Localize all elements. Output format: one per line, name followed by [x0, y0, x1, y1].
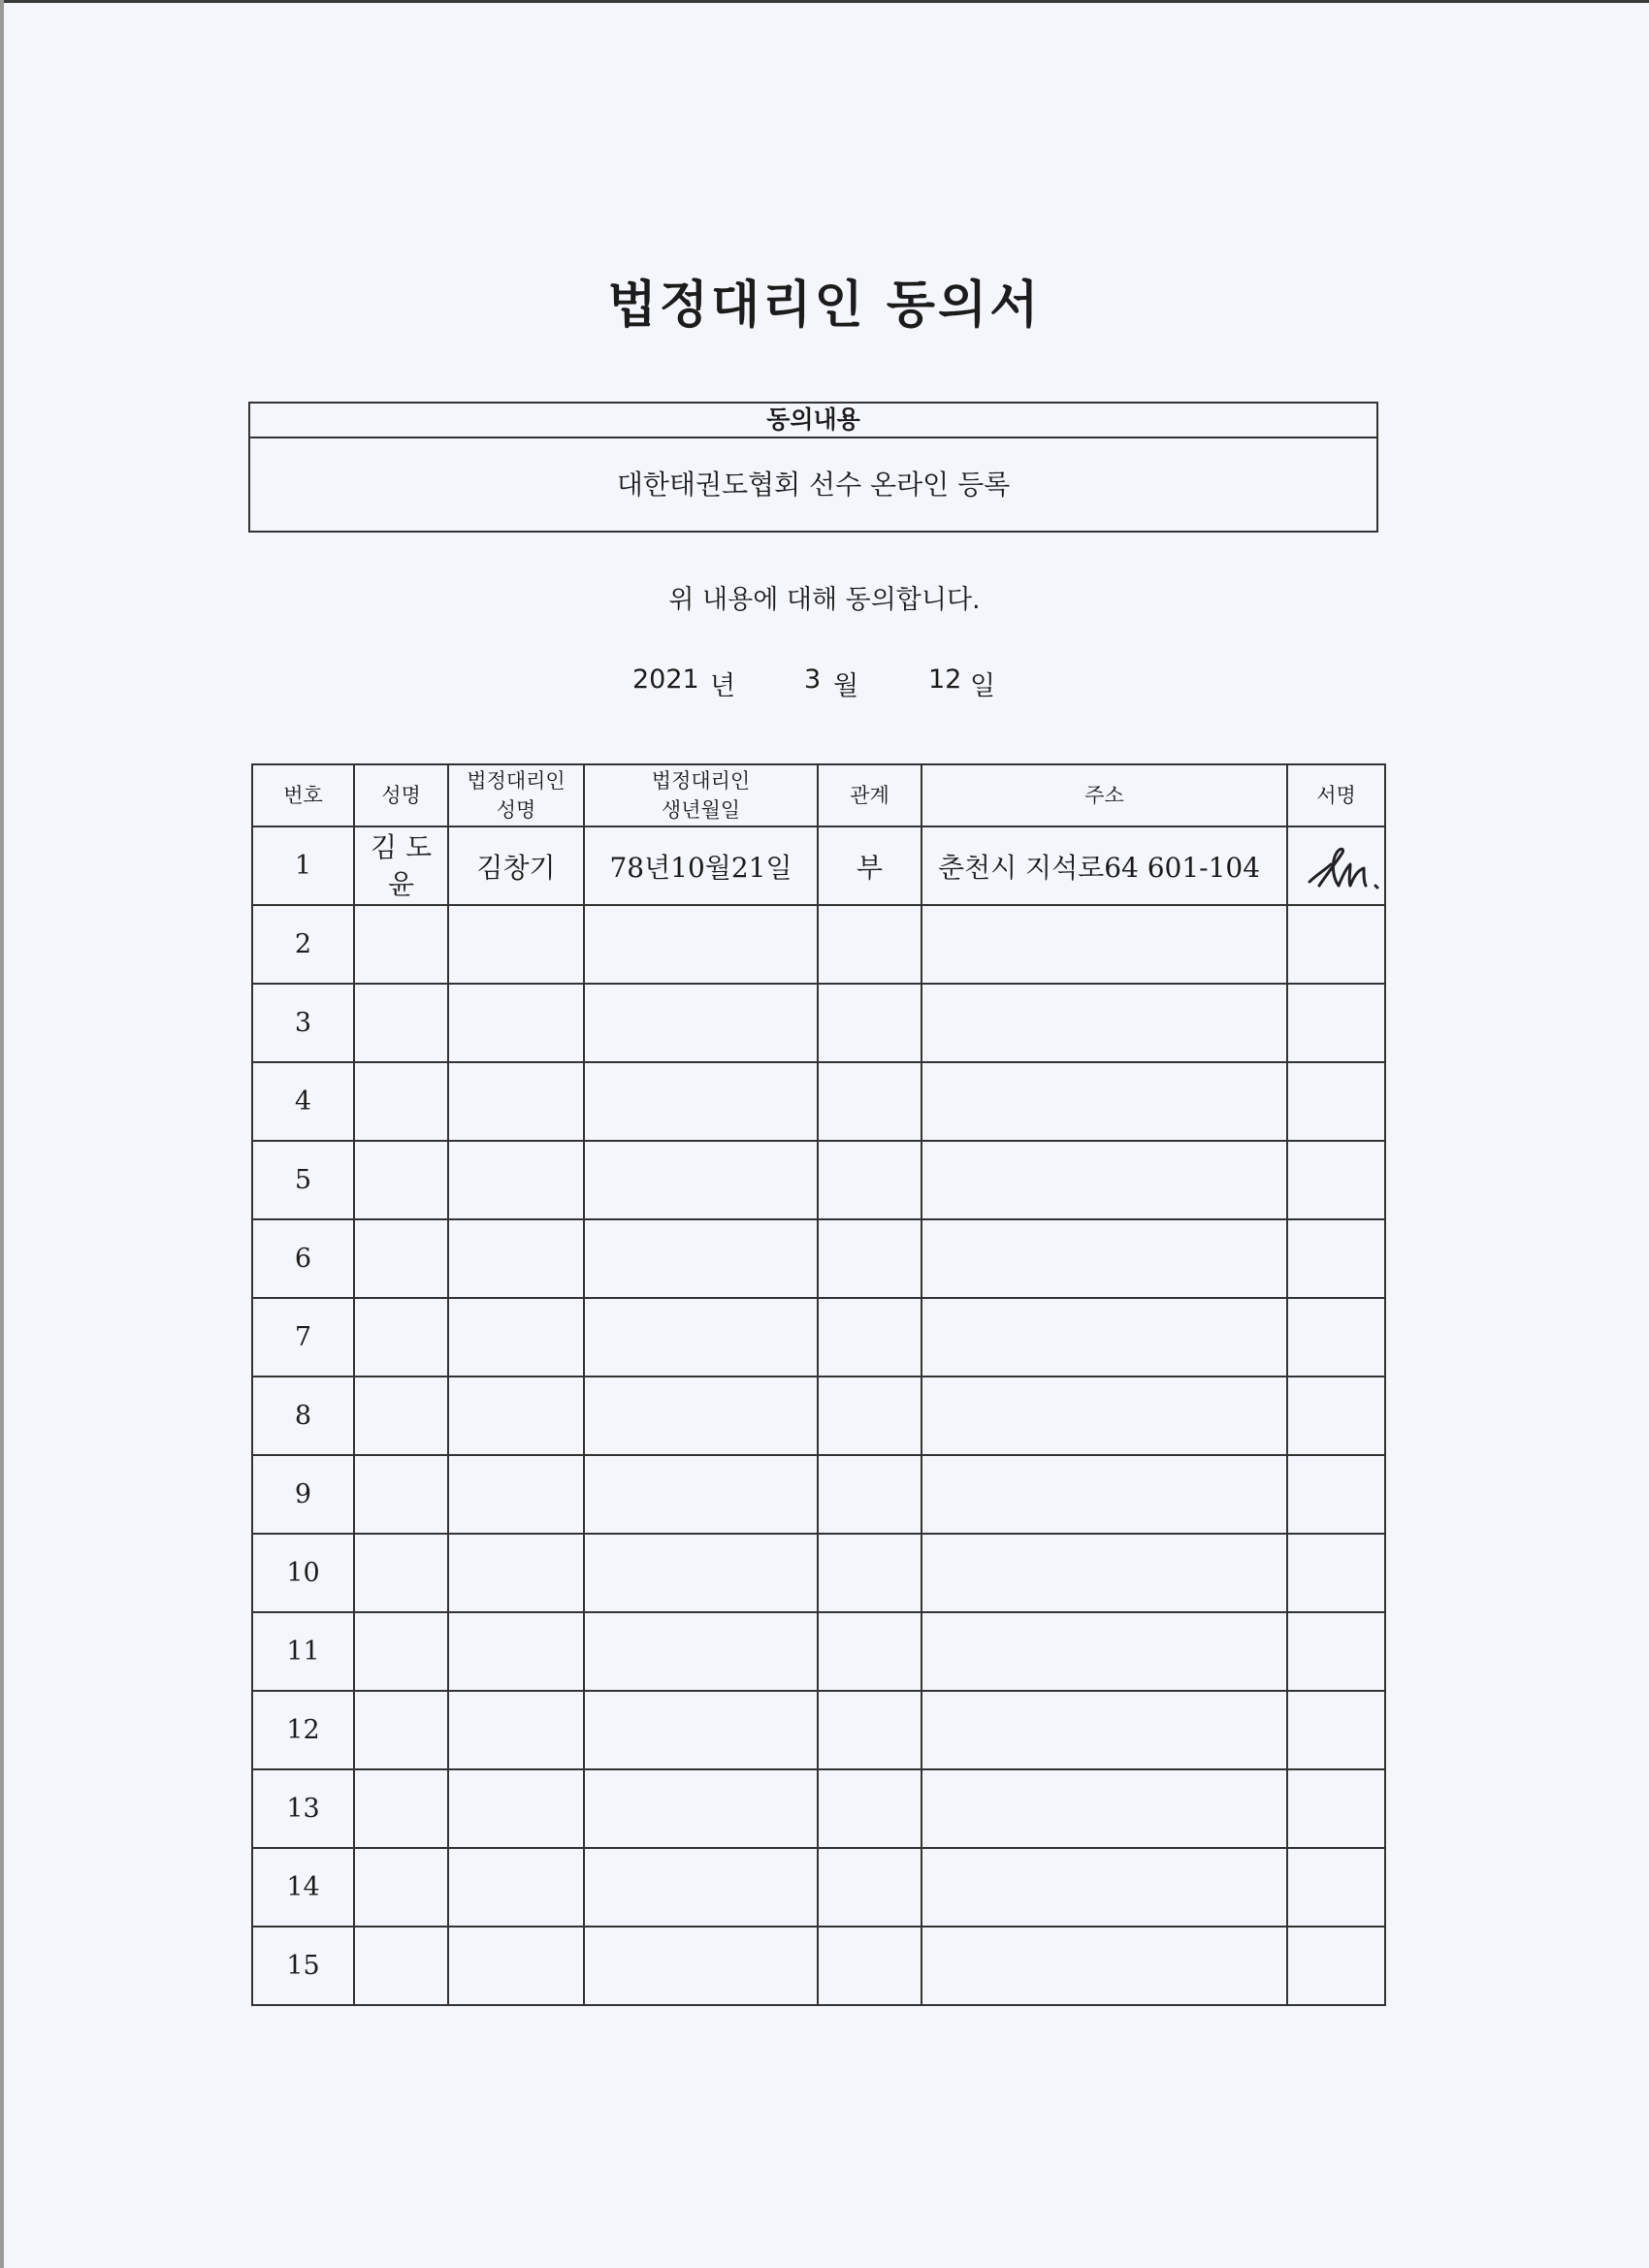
- cell-relation: [818, 1141, 922, 1219]
- cell-guardian-name: [448, 905, 584, 984]
- cell-relation: [818, 1455, 922, 1534]
- cell-signature: [1287, 1455, 1385, 1534]
- cell-guardian-birth: [584, 1141, 818, 1219]
- cell-number: 4: [252, 1062, 354, 1141]
- cell-guardian-birth: [584, 1377, 818, 1455]
- date-year: 2021: [632, 664, 699, 695]
- table-row: [252, 1927, 1385, 2005]
- cell-guardian-name: [448, 1141, 584, 1219]
- date-day: 12: [928, 664, 962, 695]
- cell-relation: [818, 984, 922, 1062]
- cell-guardian-birth: [584, 1612, 818, 1691]
- cell-relation: [818, 1612, 922, 1691]
- cell-relation: [818, 905, 922, 984]
- cell-name: [354, 1219, 448, 1298]
- table-body: [252, 826, 1385, 2005]
- consent-header: 동의내용: [250, 404, 1376, 438]
- table-row: [252, 1141, 1385, 1219]
- cell-address: [922, 1769, 1287, 1848]
- cell-guardian-birth: [584, 905, 818, 984]
- cell-address: [922, 1455, 1287, 1534]
- cell-guardian-name: [448, 1691, 584, 1769]
- cell-name: 김 도 윤: [354, 826, 448, 905]
- cell-number: 12: [252, 1691, 354, 1769]
- table-row: [252, 826, 1385, 905]
- cell-signature: [1287, 826, 1385, 905]
- cell-number: 6: [252, 1219, 354, 1298]
- cell-name: [354, 1927, 448, 2005]
- date-month-unit: 월: [833, 671, 859, 701]
- table-row: [252, 1848, 1385, 1927]
- cell-name: [354, 984, 448, 1062]
- cell-guardian-name: [448, 1298, 584, 1377]
- cell-guardian-birth: [584, 1455, 818, 1534]
- header-name: 성명: [354, 764, 448, 826]
- cell-guardian-birth: [584, 1691, 818, 1769]
- cell-guardian-birth: [584, 984, 818, 1062]
- cell-guardian-name: [448, 1612, 584, 1691]
- cell-guardian-birth: [584, 1219, 818, 1298]
- cell-number: 9: [252, 1455, 354, 1534]
- cell-address: [922, 1219, 1287, 1298]
- cell-guardian-birth: [584, 1298, 818, 1377]
- cell-guardian-name: [448, 1769, 584, 1848]
- table-row: [252, 905, 1385, 984]
- cell-relation: [818, 1691, 922, 1769]
- cell-guardian-name: [448, 1927, 584, 2005]
- table-row: [252, 1062, 1385, 1141]
- cell-number: 5: [252, 1141, 354, 1219]
- cell-signature: [1287, 1691, 1385, 1769]
- table-row: [252, 1534, 1385, 1612]
- cell-name: [354, 1691, 448, 1769]
- cell-number: 1: [252, 826, 354, 905]
- cell-number: 2: [252, 905, 354, 984]
- cell-name: [354, 1612, 448, 1691]
- cell-address: 춘천시 지석로64 601-104: [922, 826, 1287, 905]
- cell-relation: [818, 1219, 922, 1298]
- consent-box: [248, 402, 1378, 533]
- cell-signature: [1287, 1219, 1385, 1298]
- cell-relation: [818, 1062, 922, 1141]
- cell-guardian-name: 김창기: [448, 826, 584, 905]
- cell-name: [354, 1062, 448, 1141]
- cell-name: [354, 1455, 448, 1534]
- cell-relation: [818, 1927, 922, 2005]
- table-row: [252, 984, 1385, 1062]
- cell-guardian-name: [448, 1848, 584, 1927]
- cell-address: [922, 1377, 1287, 1455]
- cell-relation: 부: [818, 826, 922, 905]
- cell-signature: [1287, 1298, 1385, 1377]
- table-row: [252, 1769, 1385, 1848]
- cell-signature: [1287, 1377, 1385, 1455]
- cell-address: [922, 1848, 1287, 1927]
- page-edge-top: [0, 0, 1649, 3]
- cell-guardian-name: [448, 984, 584, 1062]
- table-row: [252, 1612, 1385, 1691]
- cell-number: 15: [252, 1927, 354, 2005]
- cell-guardian-name: [448, 1219, 584, 1298]
- header-signature: 서명: [1287, 764, 1385, 826]
- table-row: [252, 1455, 1385, 1534]
- cell-guardian-name: [448, 1062, 584, 1141]
- cell-guardian-birth: 78년10월21일: [584, 826, 818, 905]
- cell-signature: [1287, 1141, 1385, 1219]
- cell-address: [922, 1534, 1287, 1612]
- header-relation: 관계: [818, 764, 922, 826]
- cell-number: 14: [252, 1848, 354, 1927]
- cell-signature: [1287, 984, 1385, 1062]
- cell-number: 13: [252, 1769, 354, 1848]
- table-row: [252, 1219, 1385, 1298]
- page-edge-left: [0, 0, 4, 2268]
- cell-number: 7: [252, 1298, 354, 1377]
- cell-name: [354, 1141, 448, 1219]
- cell-guardian-birth: [584, 1769, 818, 1848]
- cell-address: [922, 984, 1287, 1062]
- cell-address: [922, 905, 1287, 984]
- agree-statement: 위 내용에 대해 동의합니다.: [668, 585, 981, 615]
- cell-relation: [818, 1377, 922, 1455]
- cell-guardian-name: [448, 1377, 584, 1455]
- cell-relation: [818, 1848, 922, 1927]
- cell-signature: [1287, 905, 1385, 984]
- cell-signature: [1287, 1848, 1385, 1927]
- cell-address: [922, 1062, 1287, 1141]
- cell-guardian-name: [448, 1534, 584, 1612]
- header-number: 번호: [252, 764, 354, 826]
- cell-name: [354, 905, 448, 984]
- header-address: 주소: [922, 764, 1287, 826]
- cell-name: [354, 1769, 448, 1848]
- header-guardian-birth: 법정대리인 생년월일: [584, 764, 818, 826]
- table-header-row: [252, 764, 1385, 826]
- cell-number: 10: [252, 1534, 354, 1612]
- cell-address: [922, 1298, 1287, 1377]
- table-row: [252, 1298, 1385, 1377]
- cell-address: [922, 1691, 1287, 1769]
- table-row: [252, 1377, 1385, 1455]
- table-row: [252, 1691, 1385, 1769]
- header-guardian-name: 법정대리인 성명: [448, 764, 584, 826]
- cell-name: [354, 1298, 448, 1377]
- cell-signature: [1287, 1534, 1385, 1612]
- consent-content: 대한태권도협회 선수 온라인 등록: [616, 469, 1011, 501]
- cell-relation: [818, 1298, 922, 1377]
- cell-address: [922, 1612, 1287, 1691]
- date-month: 3: [804, 664, 822, 695]
- cell-name: [354, 1534, 448, 1612]
- cell-signature: [1287, 1062, 1385, 1141]
- date-year-unit: 년: [710, 671, 736, 701]
- cell-number: 8: [252, 1377, 354, 1455]
- guardian-table: [251, 763, 1386, 2006]
- cell-relation: [818, 1769, 922, 1848]
- cell-guardian-birth: [584, 1534, 818, 1612]
- date-day-unit: 일: [970, 671, 996, 701]
- cell-number: 3: [252, 984, 354, 1062]
- signature-mark: [1296, 831, 1383, 899]
- cell-guardian-birth: [584, 1062, 818, 1141]
- cell-address: [922, 1141, 1287, 1219]
- cell-name: [354, 1848, 448, 1927]
- cell-signature: [1287, 1612, 1385, 1691]
- document-title: 법정대리인 동의서: [607, 276, 1042, 335]
- cell-number: 11: [252, 1612, 354, 1691]
- cell-name: [354, 1377, 448, 1455]
- cell-address: [922, 1927, 1287, 2005]
- cell-relation: [818, 1534, 922, 1612]
- cell-guardian-birth: [584, 1848, 818, 1927]
- cell-signature: [1287, 1927, 1385, 2005]
- cell-signature: [1287, 1769, 1385, 1848]
- cell-guardian-name: [448, 1455, 584, 1534]
- cell-guardian-birth: [584, 1927, 818, 2005]
